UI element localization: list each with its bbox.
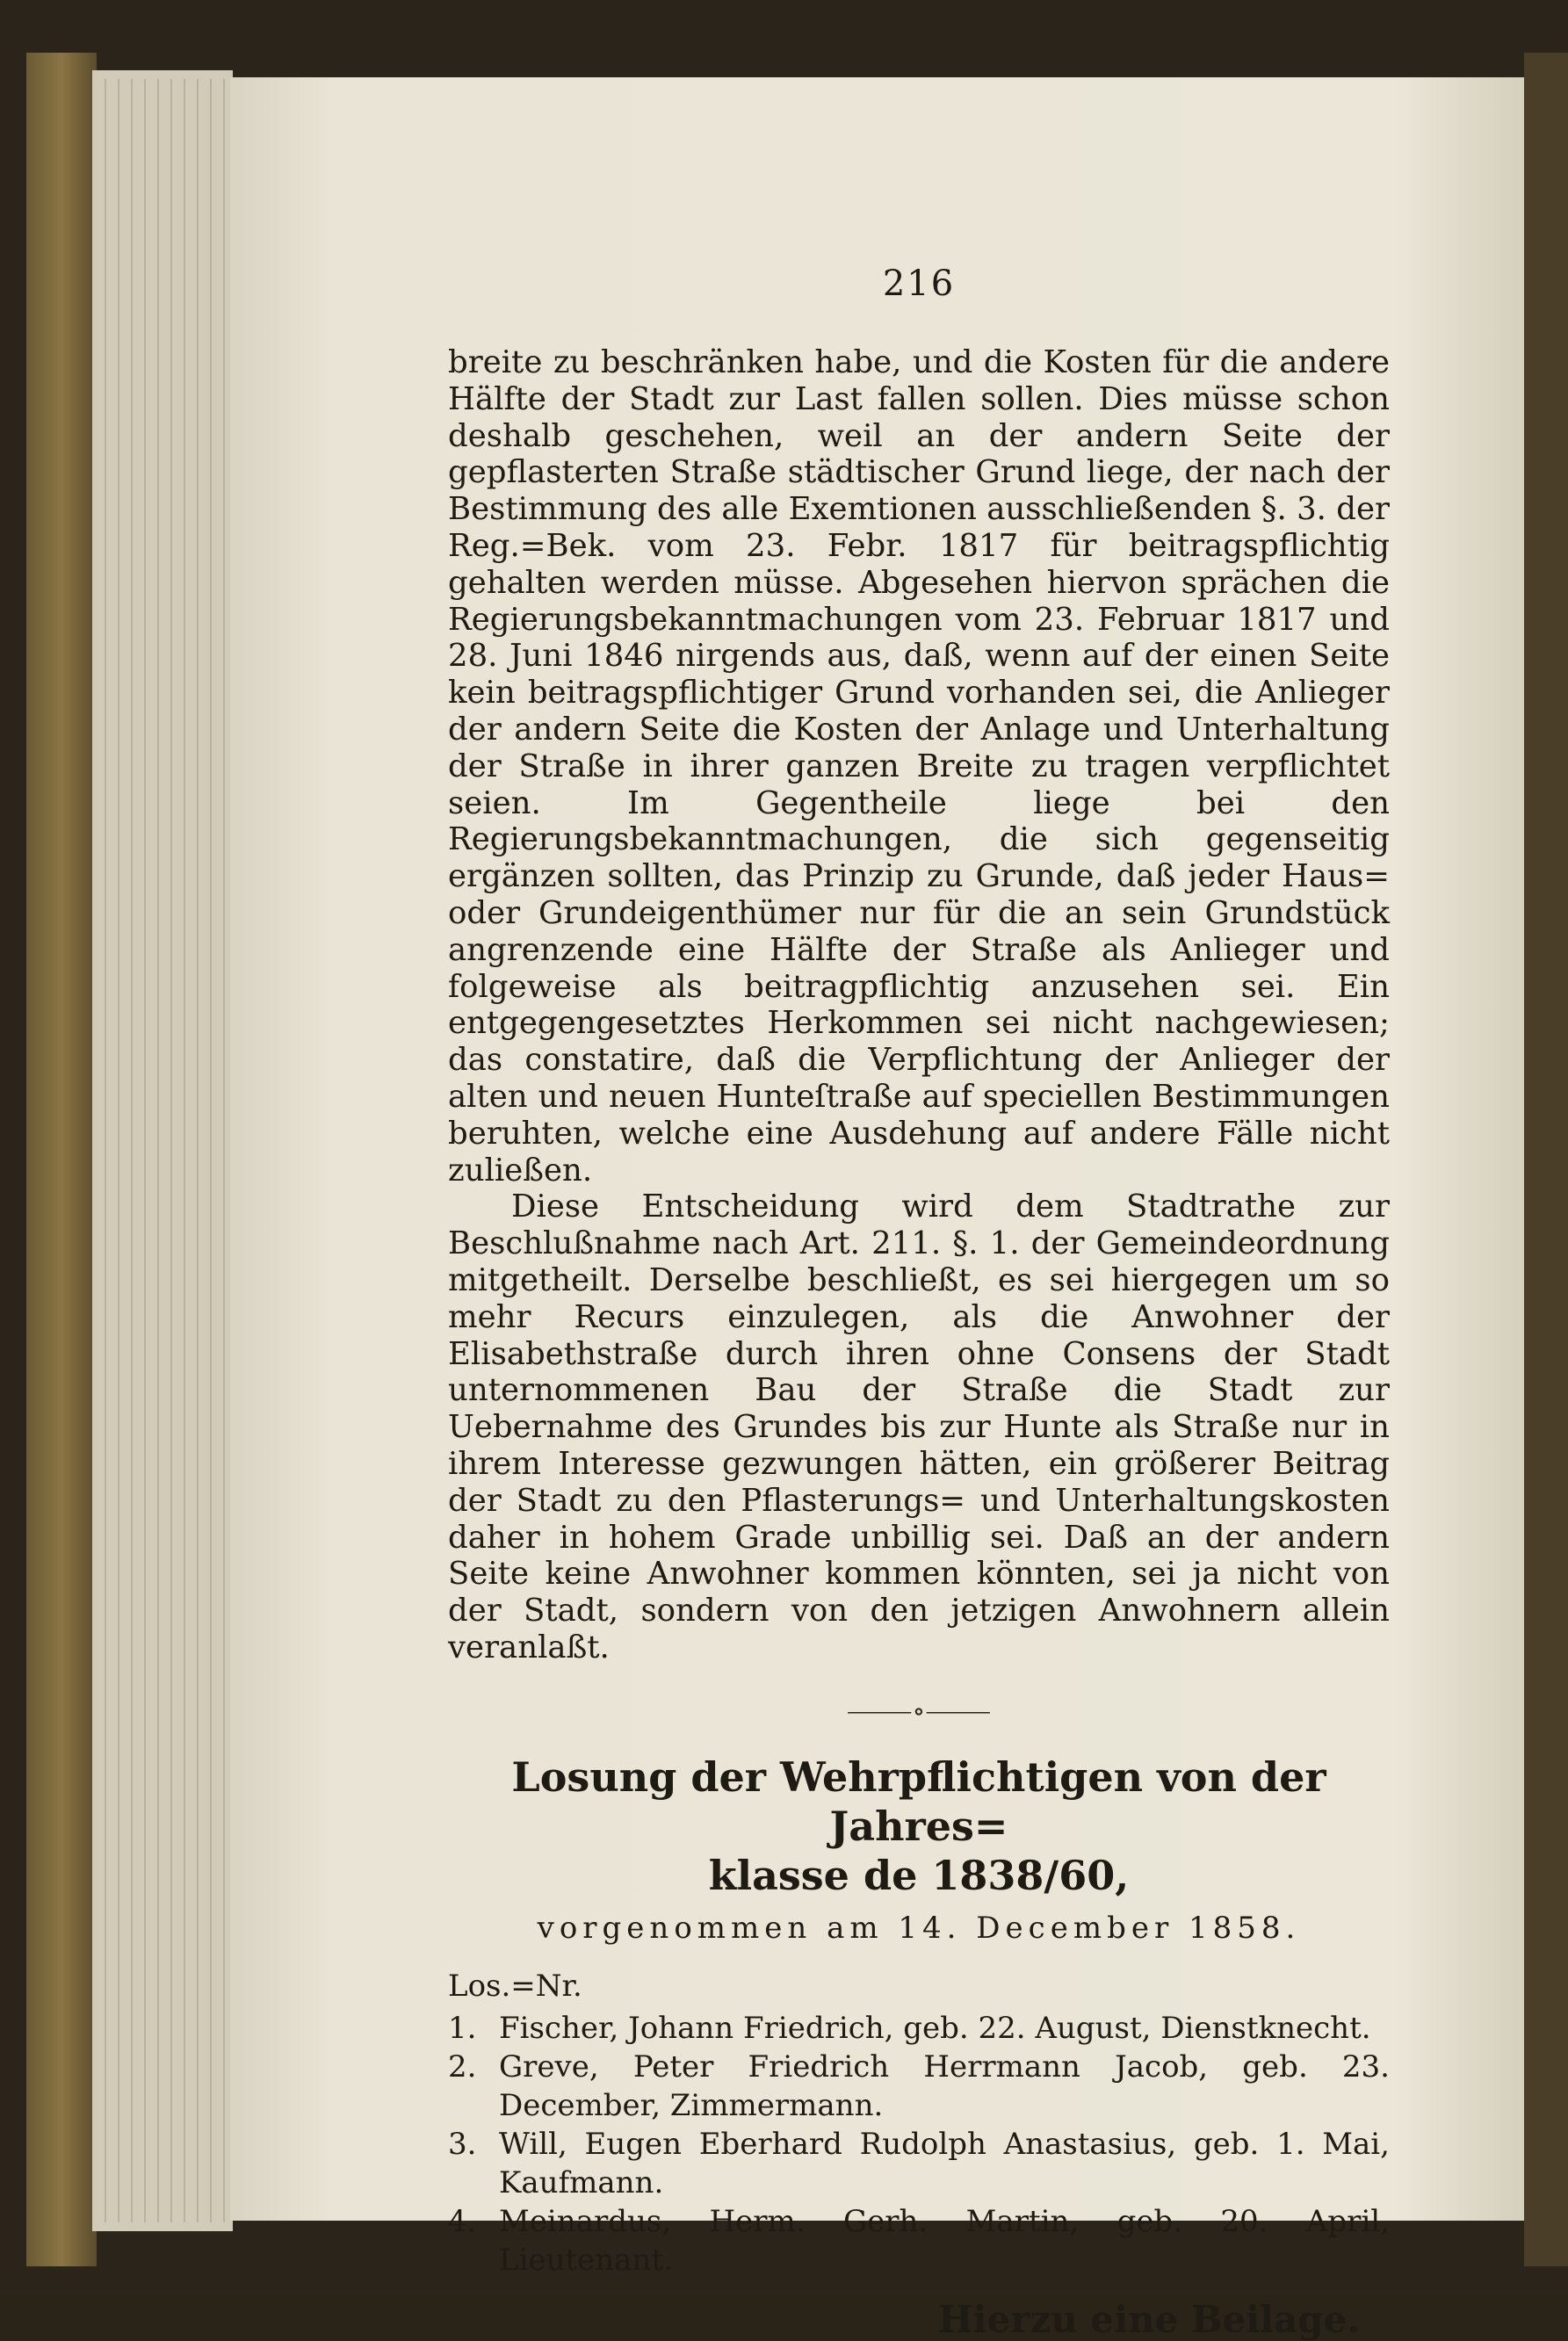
footer-note: Hierzu eine Beilage. — [937, 2297, 1360, 2341]
list-item-number: 2. — [448, 2048, 477, 2085]
page-number: 216 — [882, 264, 956, 304]
list-item-number: 3. — [448, 2126, 477, 2162]
footer-rule — [940, 2288, 1388, 2291]
list-item — [448, 2125, 1390, 2202]
section-title-line-1: Losung der Wehrpflichtigen von der Jahres= — [511, 1752, 1326, 1850]
page-content — [448, 264, 1390, 2341]
list-item — [448, 2009, 1390, 2048]
list-item-number: 4. — [448, 2203, 477, 2239]
list-item-number: 1. — [448, 2010, 477, 2046]
book-cover-edge — [26, 53, 97, 2266]
ornament-divider: ⸻∘⸻ — [846, 1695, 992, 1727]
list-item-text: Greve, Peter Friedrich Herrmann Jacob, geb. 23. December, Zimmermann. — [499, 2048, 1390, 2123]
section-title-line-2: klasse de 1838/60, — [708, 1851, 1130, 1899]
paragraph-1: breite zu beschränken habe, und die Kosten für die andere Hälfte der Stadt zur Last fallen sollen. Dies müsse schon deshalb geschehen, weil an der andern Seite der gepflasterten Straße städtischer Grund liege, der nach der Bestimmung des alle Exemtionen ausschließenden §. 3. der Reg.=Bek. vom 23. Febr. 1817 für beitragspflichtig gehalten werden müsse. Abgesehen hiervon sprächen die Regierungsbekanntmachungen vom 23. Februar 1817 und 28. Juni 1846 nirgends aus, daß, wenn auf der einen Seite kein beitragspflichtiger Grund vorhanden sei, die Anlieger der andern Seite die Kosten der Anlage und Unterhaltung der Straße in ihrer ganzen Breite zu tragen verpflichtet seien. Im Gegentheile liege bei den Regierungsbekanntmachungen, die sich gegenseitig ergänzen sollten, das Prinzip zu Grunde, daß jeder Haus= oder Grundeigenthümer nur für die an sein Grundstück angrenzende eine Hälfte der Straße als Anlieger und folgeweise als beitragpflichtig anzusehen sei. Ein entgegengesetztes Herkommen sei nicht nachgewiesen; das constatire, daß die Verpflichtung der Anlieger der alten und neuen Hunteſtraße auf speciellen Bestimmungen beruhten, welche eine Ausdehung auf andere Fälle nicht zuließen. — [448, 344, 1390, 1189]
paragraph-2: Diese Entscheidung wird dem Stadtrathe zur Beschlußnahme nach Art. 211. §. 1. der Gemeindeordnung mitgetheilt. Derselbe beschließt, es sei hiergegen um so mehr Recurs einzulegen, als die Anwohner der Elisabethstraße durch ihren ohne Consens der Stadt unternommenen Bau der Straße die Stadt zur Uebernahme des Grundes bis zur Hunte als Straße nur in ihrem Interesse gezwungen hätten, ein größerer Beitrag der Stadt zu den Pflasterungs= und Unterhaltungskosten daher in hohem Grade unbillig sei. Daß an der andern Seite keine Anwohner kommen könnten, sei ja nicht von der Stadt, sondern von den jetzigen Anwohnern allein veranlaßt. — [448, 1189, 1390, 1665]
list-item-text: Meinardus, Herm. Gerh. Martin, geb. 20. April, Lieutenant. — [499, 2203, 1390, 2278]
right-spine — [1524, 53, 1568, 2266]
list-header: Los.=Nr. — [448, 1968, 582, 2004]
list-item-text: Will, Eugen Eberhard Rudolph Anastasius, geb. 1. Mai, Kaufmann. — [499, 2126, 1390, 2200]
section-subtitle: vorgenommen am 14. December 1858. — [537, 1910, 1301, 1946]
body-text — [448, 344, 1390, 1666]
list-item-text: Fischer, Johann Friedrich, geb. 22. August, Dienstknecht. — [499, 2010, 1371, 2046]
list-item — [448, 2048, 1390, 2125]
list-item — [448, 2202, 1390, 2280]
